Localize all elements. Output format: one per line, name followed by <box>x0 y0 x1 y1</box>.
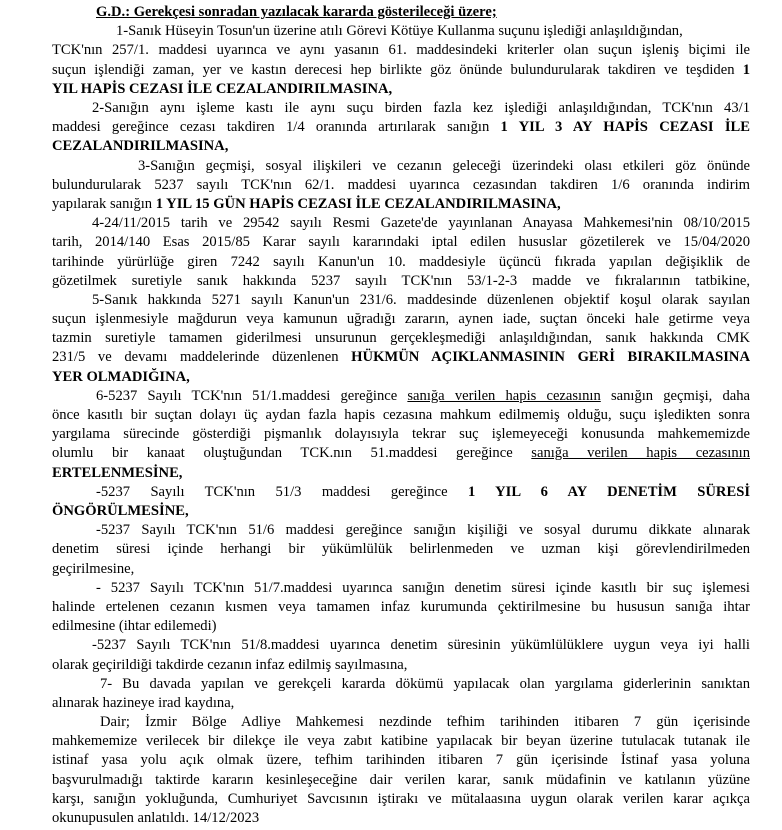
p6-line-2: önce kasıtlı bir suçtan dolayı üç aydan fazla hapis cezasına mahkum edilmemiş olduğu, suçu işledikten sonra <box>52 407 750 423</box>
p5-line-4 <box>52 347 750 367</box>
p3-line-3 <box>52 194 561 214</box>
p10-line-2: olarak geçirildiği takdirde cezanın infaz edilmiş sayılmasına, <box>52 656 408 673</box>
p3-line-3-text: yapılarak sanığın <box>52 195 153 212</box>
p5-line-1: 5-Sanık hakkında 5271 sayılı Kanun'un 231/6. maddesinde düzenlenen objektif koşul olarak sayılan <box>92 291 750 308</box>
p12-line-2: mahkememize verilecek bir dilekçe ile veya zabıt katibine yapılacak bir beyan üzerine tutulacak tutanak ile <box>52 733 750 750</box>
p6-line-4-text: olumlu bir kanaat oluştuğundan TCK.nın 51.maddesi gereğince <box>52 445 513 462</box>
p4-line-3: tarihinde yürürlüğe giren 7242 sayılı Kanun'un 10. maddesiyle üçüncü fıkrada yapılan değişiklik de <box>52 253 750 270</box>
p4-line-1: 4-24/11/2015 tarih ve 29542 sayılı Resmi Gazete'de yayınlanan Anayasa Mahkemesi'nin 08/10/2015 <box>92 215 750 232</box>
p8-line-3: geçirilmesine, <box>52 560 135 577</box>
p5-line-4-text: 231/5 ve devamı maddelerinde düzenlenen <box>52 349 339 366</box>
p5-line-3: tazmin suretiyle tamamen giderilmesi unsurunun gerçekleşmediği anlaşıldığından, sanık hakkında CMK <box>52 330 750 347</box>
p6-underlined-phrase-2: sanığa verilen hapis cezasının <box>531 445 750 462</box>
p7-line-1 <box>96 482 750 502</box>
p7-sentence-cont: ÖNGÖRÜLMESİNE, <box>52 503 189 519</box>
p2-sentence: 1 YIL 3 AY HAPİS CEZASI İLE <box>500 119 750 136</box>
p9-line-2: halinde ertelenen cezanın kısmen veya tamamen infaz kurumunda çektirilmesine bu hususun sanığa ihtar <box>52 598 750 615</box>
p2-sentence-cont: CEZALANDIRILMASINA, <box>52 138 229 155</box>
p12-line-4: başvurulmadığı taktirde kararın kesinleşeceğine dair verilen karar, sanık müdafinin ve katılanın yüzüne <box>52 771 750 788</box>
p6-underlined-phrase: sanığa verilen hapis cezasının <box>407 387 601 404</box>
p12-line-1: Dair; İzmir Bölge Adliye Mahkemesi nezdinde tefhim tarihinden itibaren 7 gün içerisinde <box>100 714 750 730</box>
document-heading: G.D.: Gerekçesi sonradan yazılacak kararda gösterileceği üzere; <box>96 4 497 20</box>
p1-line-3 <box>52 60 750 80</box>
p5-line-2: suçun işlenmesiyle mağdurun veya kamunun uğradığı zararın, aynen iade, suçtan önceki hale getirme veya <box>52 311 750 327</box>
p2-line-1: 2-Sanığın aynı işleme kastı ile aynı suçu birden fazla kez işlediği anlaşıldığından, TCK'nın 43/1 <box>92 100 750 116</box>
p10-line-1: -5237 Sayılı TCK'nın 51/8.maddesi uyarınca denetim süresinin yükümlülüklere uygun veya iyi halli <box>92 637 750 654</box>
p6-line-1-text: 6-5237 Sayılı TCK'nın 51/1.maddesi gereğince <box>96 387 398 404</box>
p12-line-3: istinaf yasa yolu açık olmak üzere, tefhim tarihinden itibaren 7 gün içerisinde İstinaf yasa yoluna <box>52 752 750 769</box>
p4-line-2: tarih, 2014/140 Esas 2015/85 Karar sayılı kararındaki iptal edilen hususlar gözetilerek ve 15/04/2020 <box>52 234 750 251</box>
p11-line-1: 7- Bu davada yapılan ve gerekçeli kararda dökümü yapılacak olan yargılama giderlerinin sanıktan <box>100 675 750 692</box>
p1-line-1: 1-Sanık Hüseyin Tosun'un üzerine atılı Görevi Kötüye Kullanma suçunu işlediği anlaşıldığından, <box>116 23 683 40</box>
p3-line-2: bulundurularak 5237 sayılı TCK'nın 62/1. maddesi uyarınca cezasından takdiren 1/6 oranında indirim <box>52 176 750 193</box>
p1-line-3-bold: 1 <box>742 61 750 78</box>
p1-line-2: TCK'nın 257/1. maddesi uyarınca ve aynı yasanın 61. maddesindeki kriterler olan suçun işleniş biçimi ile <box>52 42 750 59</box>
p12-line-5: karşı, sanığın yokluğunda, Cumhuriyet Savcısının iştirakı ve mütalaasına uygun olarak verilen karar açıkça <box>52 790 750 807</box>
p12-line-6: okunupusulen anlatıldı. 14/12/2023 <box>52 810 260 826</box>
p9-line-1: - 5237 Sayılı TCK'nın 51/7.maddesi uyarınca sanığın denetim süresi içinde kasıtlı bir suç işlemesi <box>96 579 750 596</box>
p1-sentence: YIL HAPİS CEZASI İLE CEZALANDIRILMASINA, <box>52 80 393 97</box>
p11-line-2: alınarak hazineye irad kaydına, <box>52 694 235 711</box>
p2-line-2-text: maddesi gereğince cezası takdiren 1/4 oranında artırılarak sanığın <box>52 119 490 136</box>
p2-line-2 <box>52 117 750 137</box>
p4-line-4: gözetilmek suretiyle sanık hakkında 5237 sayılı TCK'nın 53/1-2-3 madde ve fıkralarının tatbikine, <box>52 272 750 289</box>
p1-line-3-text: suçun işlendiği zaman, yer ve kastın derecesi hep birlikte göz önünde bulundurularak takdiren ve teşdiden <box>52 61 735 78</box>
p5-sentence-cont: YER OLMADIĞINA, <box>52 368 190 385</box>
p6-line-4 <box>52 443 750 463</box>
p9-line-3: edilmesine (ihtar edilemedi) <box>52 618 217 635</box>
p5-sentence: HÜKMÜN AÇIKLANMASININ GERİ BIRAKILMASINA <box>351 349 750 366</box>
p8-line-2: denetim süresi içinde herhangi bir yükümlülük belirlenmeden ve uzman kişi görevlendirilmeden <box>52 541 750 558</box>
p6-line-3: yargılama sürecinde gösterdiği pişmanlık dolayısıyla tekrar suç işlemeyeceği konusunda mahkememizde <box>52 426 750 443</box>
p6-sentence: ERTELENMESİNE, <box>52 464 183 481</box>
p3-line-1: 3-Sanığın geçmişi, sosyal ilişkileri ve cezanın geleceği üzerindeki olası etkileri göz önünde <box>138 157 750 174</box>
p6-line-1-end: sanığın geçmişi, daha <box>610 387 751 404</box>
p8-line-1: -5237 Sayılı TCK'nın 51/6 maddesi gereğince sanığın kişiliği ve sosyal durumu dikkate alınarak <box>96 522 750 539</box>
p7-line-1-text: -5237 Sayılı TCK'nın 51/3 maddesi gereğince <box>96 483 448 500</box>
p7-sentence: 1 YIL 6 AY DENETİM SÜRESİ <box>467 483 751 500</box>
p6-line-1 <box>96 386 750 406</box>
p3-sentence: 1 YIL 15 GÜN HAPİS CEZASI İLE CEZALANDIRILMASINA, <box>155 195 561 212</box>
